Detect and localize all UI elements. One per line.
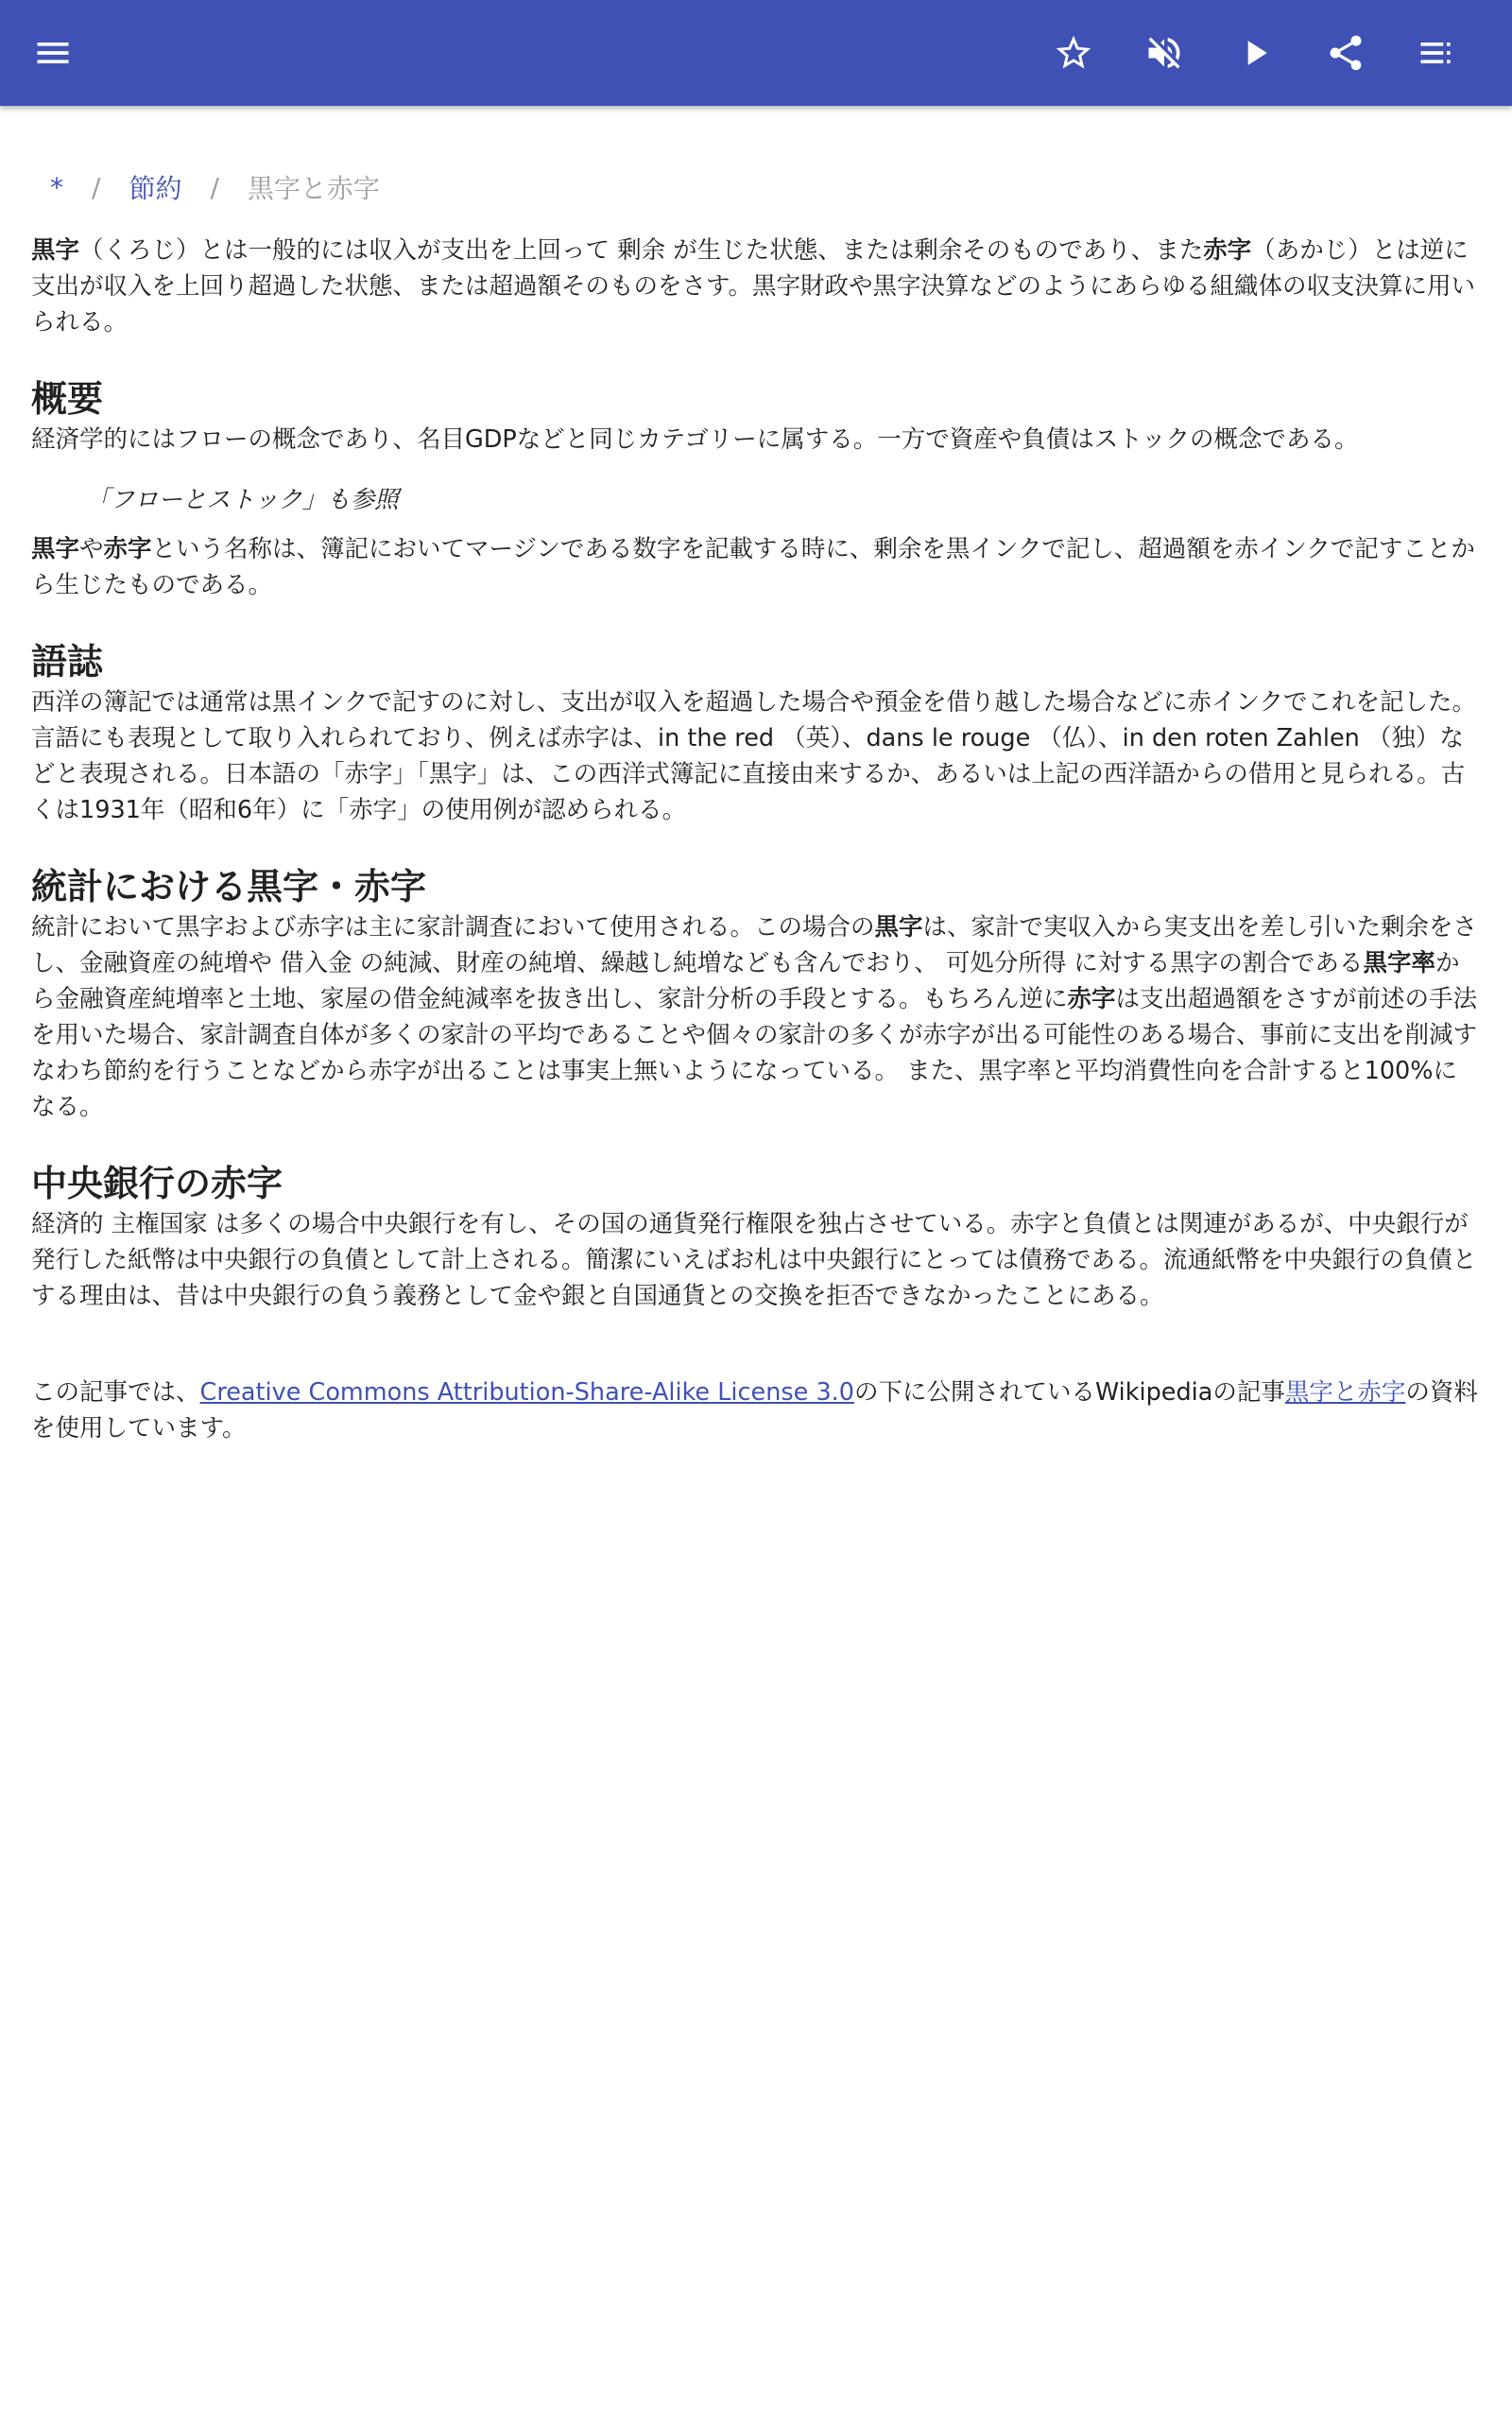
breadcrumb-current: 黒字と赤字 (247, 173, 380, 204)
menu-button[interactable] (23, 23, 83, 83)
breadcrumb-separator: / (92, 171, 101, 203)
app-bar (0, 0, 1512, 106)
bold-term: 黒字率 (1363, 949, 1435, 977)
volume-off-icon (1143, 32, 1185, 74)
table-of-contents-button[interactable] (1406, 23, 1467, 83)
license-text: の下に公開されているWikipediaの記事 (854, 1378, 1285, 1407)
breadcrumb-home-link[interactable]: * (50, 171, 63, 203)
intro-text: （あかじ）とは逆に支出が収入を上回り超過した状態、または超過額そのものをさす。黒字財政や黒字決算などのようにあらゆる組織体の収支決算に用いられる。 (31, 236, 1475, 337)
statistics-paragraph (31, 909, 1481, 1125)
share-button[interactable] (1315, 23, 1376, 83)
section-heading-central-bank: 中央銀行の赤字 (31, 1163, 284, 1204)
intro-text: （くろじ）とは一般的には収入が支出を上回って 剰余 が生じた状態、または剰余そのものであり、また (79, 236, 1204, 265)
bold-term: 黒字 (874, 913, 923, 942)
share-icon (1325, 32, 1366, 74)
menu-icon (32, 32, 74, 74)
section-heading-etymology: 語誌 (31, 641, 104, 683)
mute-button[interactable] (1134, 23, 1194, 83)
overview-text: という名称は、簿記においてマージンである数字を記載する時に、剰余を黒インクで記し、超過額を赤インクで記すことから生じたものである。 (31, 535, 1475, 599)
section-heading-statistics: 統計における黒字・赤字 (31, 866, 427, 908)
breadcrumb-parent-link[interactable]: 節約 (129, 173, 182, 204)
bold-term: 赤字 (1203, 236, 1252, 265)
statistics-text: 統計において黒字および赤字は主に家計調査において使用される。この場合の (31, 913, 875, 942)
statistics-text: は、家計で実収入から実支出を差し引いた剰余をさし、金融資産の純増や 借入金 の純減、財産の純増、繰越し純増なども含んでおり、 可処分所得 に対する黒字の割合である (31, 913, 1478, 977)
etymology-paragraph: 西洋の簿記では通常は黒インクで記すのに対し、支出が収入を超過した場合や預金を借り越した場合などに赤インクでこれを記した。言語にも表現として取り入れられており、例えば赤字は、in the red （英）、dans le rouge （仏）、in den roten Zahlen （独）などと表現される。日本語の「赤字」「黒字」は、この西洋式簿記に直接由来するか、あるいは上記の西洋語からの借用と見られる。古くは1931年（昭和6年）に「赤字」の使用例が認められる。 (31, 688, 1476, 824)
overview-paragraph: 経済学的にはフローの概念であり、名目GDPなどと同じカテゴリーに属する。一方で資産や負債はストックの概念である。 (31, 425, 1359, 454)
star-outline-icon (1053, 32, 1094, 74)
cc-license-link[interactable]: Creative Commons Attribution-Share-Alike License 3.0 (199, 1378, 855, 1407)
article (31, 106, 1481, 1446)
section-heading-overview: 概要 (31, 378, 104, 420)
intro-paragraph (31, 233, 1481, 340)
see-also-note: 「フローとストック」も参照 (86, 486, 399, 514)
overview-text: や (79, 535, 104, 563)
play-icon (1234, 32, 1276, 74)
bold-term: 黒字 (31, 236, 80, 265)
wikipedia-article-link[interactable]: 黒字と赤字 (1284, 1378, 1406, 1407)
overview-paragraph-2 (31, 531, 1481, 603)
favorite-button[interactable] (1043, 23, 1104, 83)
bold-term: 赤字 (1067, 985, 1116, 1013)
breadcrumb (31, 166, 1481, 208)
list-icon (1416, 32, 1457, 74)
license-text: この記事では、 (31, 1378, 200, 1407)
central-bank-paragraph: 経済的 主権国家 は多くの場合中央銀行を有し、その国の通貨発行権限を独占させている。赤字と負債とは関連があるが、中央銀行が発行した紙幣は中央銀行の負債として計上される。簡潔にいえばお札は中央銀行にとっては債務である。流通紙幣を中央銀行の負債とする理由は、昔は中央銀行の負う義務として金や銀と自国通貨との交換を拒否できなかったことにある。 (31, 1210, 1477, 1310)
license-notice (31, 1374, 1481, 1446)
play-button[interactable] (1225, 23, 1285, 83)
statistics-text: から金融資産純増率と土地、家屋の借金純減率を抜き出し、家計分析の手段とする。もちろん逆に (31, 949, 1460, 1013)
bold-term: 黒字 (31, 535, 80, 563)
license-text: の資料を使用しています。 (31, 1378, 1478, 1443)
breadcrumb-separator: / (210, 171, 219, 203)
bold-term: 赤字 (103, 535, 152, 563)
statistics-text: は支出超過額をさすが前述の手法を用いた場合、家計調査自体が多くの家計の平均であることや個々の家計の多くが赤字が出る可能性のある場合、事前に支出を削減すなわち節約を行うことなどから赤字が出ることは事実上無いようになっている。 また、黒字率と平均消費性向を合計すると100%になる。 (31, 985, 1478, 1121)
